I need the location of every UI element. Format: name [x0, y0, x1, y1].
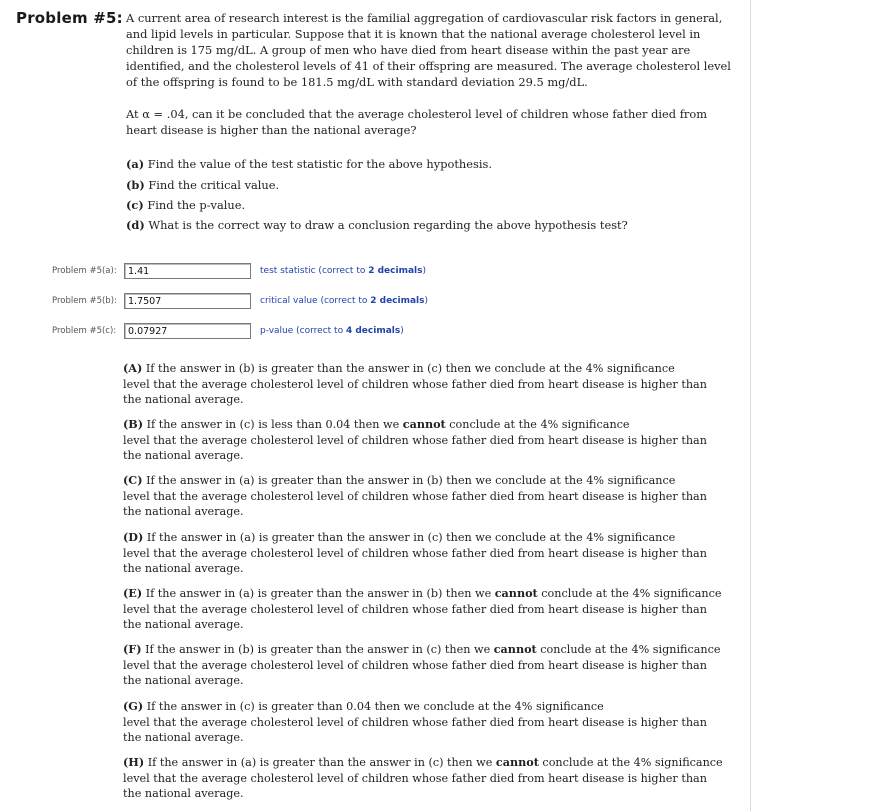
option-letter: (F) [123, 642, 142, 656]
option-text: If the answer in (a) is greater than the answer in (b) then we [145, 587, 495, 600]
option-text: If the answer in (c) is greater than 0.04 then we conclude at the 4% significance [146, 700, 604, 713]
option-text-mid: conclude at the 4% significance [537, 587, 722, 600]
option-negation: cannot [495, 755, 539, 769]
option-text-rest: level that the average cholesterol level of children whose father died from heart disease is higher than the national average. [123, 433, 707, 462]
option-e[interactable] [123, 586, 723, 633]
answer-label: Problem #5(c): [52, 326, 117, 336]
subquestion-a [126, 156, 492, 172]
problem-title: Problem #5: [16, 9, 123, 27]
option-letter: (B) [123, 417, 144, 431]
option-text: If the answer in (a) is greater than the answer in (b) then we conclude at the 4% significance [146, 474, 676, 487]
option-letter: (E) [123, 586, 143, 600]
subquestion-letter: (b) [126, 178, 145, 192]
answer-label: Problem #5(a): [52, 266, 117, 276]
subquestion-text: What is the correct way to draw a conclusion regarding the above hypothesis test? [148, 218, 628, 232]
hint-precision: 4 decimals [345, 326, 401, 336]
option-letter: (G) [123, 699, 144, 713]
problem-intro: A current area of research interest is the familial aggregation of cardiovascular risk factors in general, and lipid levels in particular. Suppose that it is known that the national average cholesterol level in children is 175 mg/dL. A group of men who have died from heart disease within the past year are identified, and the cholesterol levels of 41 of their offspring are measured. The average cholesterol level of the offspring is found to be 181.5 mg/dL with standard deviation 29.5 mg/dL. [126, 11, 731, 89]
answer-input-c[interactable] [124, 323, 251, 339]
option-text-rest: level that the average cholesterol level of children whose father died from heart disease is higher than the national average. [123, 546, 707, 575]
subquestion-letter: (c) [126, 198, 144, 212]
option-text: If the answer in (b) is greater than the answer in (c) then we [145, 643, 494, 656]
option-text-rest: level that the average cholesterol level of children whose father died from heart disease is higher than the national average. [123, 658, 707, 687]
option-text: If the answer in (a) is greater than the answer in (c) then we [147, 756, 496, 769]
option-text-rest: level that the average cholesterol level of children whose father died from heart disease is higher than the national average. [123, 602, 707, 631]
option-text-mid: conclude at the 4% significance [538, 756, 723, 769]
problem-card [12, 0, 751, 811]
option-g[interactable] [123, 699, 723, 746]
hint-precision: 2 decimals [368, 266, 423, 276]
hint-prefix: test statistic (correct to [260, 266, 369, 276]
subquestion-letter: (d) [126, 218, 145, 232]
option-d[interactable] [123, 530, 723, 577]
option-letter: (A) [123, 361, 143, 375]
option-text-mid: conclude at the 4% significance [445, 418, 630, 431]
subquestion-c [126, 197, 245, 213]
option-f[interactable] [123, 642, 723, 689]
option-letter: (H) [123, 755, 145, 769]
answer-hint [260, 326, 404, 336]
subquestion-text: Find the value of the test statistic for the above hypothesis. [147, 157, 492, 171]
hint-prefix: critical value (correct to [260, 296, 371, 306]
option-letter: (D) [123, 530, 144, 544]
answer-hint [260, 266, 426, 276]
option-text-rest: level that the average cholesterol level of children whose father died from heart disease is higher than the national average. [123, 489, 707, 518]
option-text-rest: level that the average cholesterol level of children whose father died from heart disease is higher than the national average. [123, 377, 707, 406]
option-text-rest: level that the average cholesterol level of children whose father died from heart disease is higher than the national average. [123, 715, 707, 744]
answer-label: Problem #5(b): [52, 296, 117, 306]
subquestion-text: Find the p-value. [147, 198, 246, 212]
subquestion-b [126, 177, 279, 193]
subquestion-d [126, 217, 628, 233]
option-h[interactable] [123, 755, 723, 802]
option-c[interactable] [123, 473, 723, 520]
hint-suffix: ) [422, 266, 426, 276]
option-negation: cannot [402, 417, 446, 431]
subquestion-letter: (a) [126, 157, 145, 171]
subquestion-text: Find the critical value. [148, 178, 280, 192]
hint-precision: 2 decimals [370, 296, 425, 306]
answer-input-b[interactable] [124, 293, 251, 309]
option-letter: (C) [123, 473, 143, 487]
hint-prefix: p-value (correct to [260, 326, 346, 336]
option-text-mid: conclude at the 4% significance [536, 643, 721, 656]
option-text: If the answer in (c) is less than 0.04 then we [146, 418, 403, 431]
hint-suffix: ) [400, 326, 404, 336]
option-text: If the answer in (a) is greater than the answer in (c) then we conclude at the 4% significance [146, 531, 676, 544]
option-text: If the answer in (b) is greater than the answer in (c) then we conclude at the 4% significance [145, 362, 675, 375]
answer-hint [260, 296, 428, 306]
option-b[interactable] [123, 417, 723, 464]
option-a[interactable] [123, 361, 723, 408]
hint-suffix: ) [424, 296, 429, 306]
answer-input-a[interactable] [124, 263, 251, 279]
option-negation: cannot [493, 642, 537, 656]
option-text-rest: level that the average cholesterol level of children whose father died from heart disease is higher than the national average. [123, 771, 707, 800]
option-negation: cannot [494, 586, 538, 600]
problem-question: At α = .04, can it be concluded that the average cholesterol level of children whose father died from heart disease is higher than the national average? [126, 107, 708, 137]
